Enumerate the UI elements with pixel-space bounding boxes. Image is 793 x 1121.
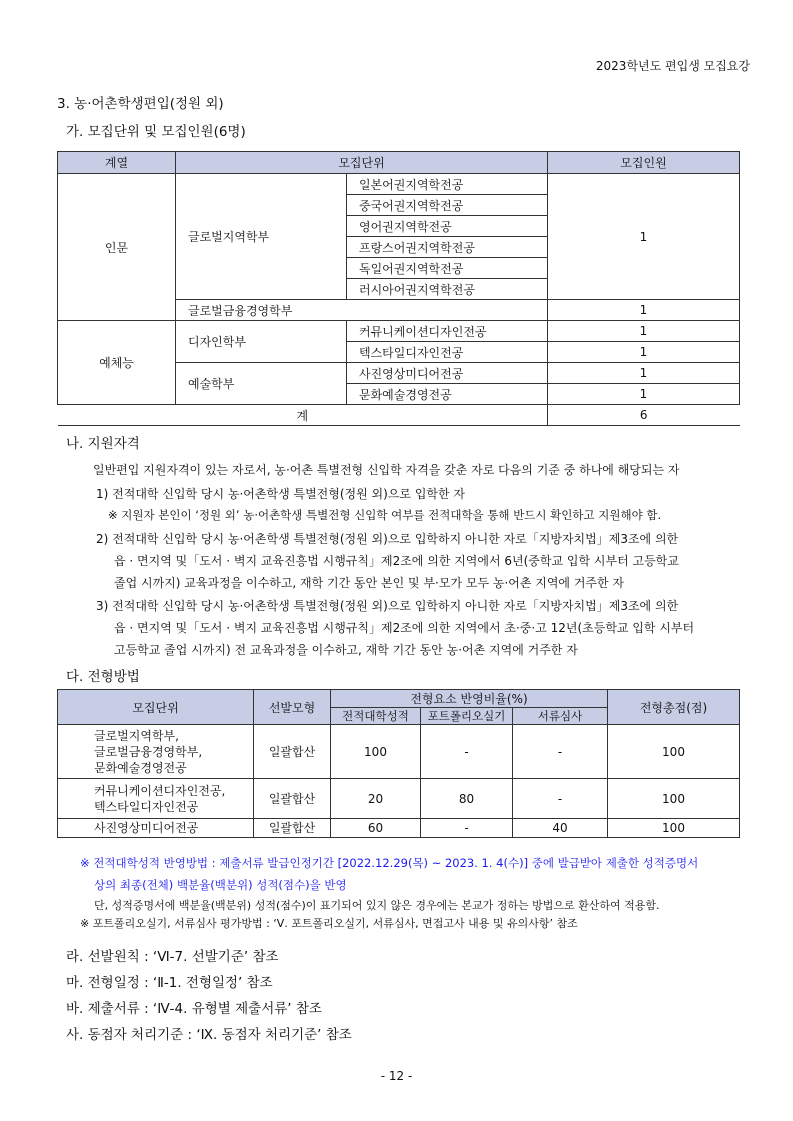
count-cell: 1 [548, 321, 740, 342]
table-row [58, 779, 740, 819]
subsection-a: 가. 모집단위 및 모집인원(6명) [66, 124, 246, 140]
count-cell: 1 [548, 174, 740, 300]
col-header: 전형총점(점) [608, 690, 740, 725]
qual-item: 1) 전적대학 신입학 당시 농·어촌학생 특별전형(정원 외)으로 입학한 자 [96, 487, 465, 501]
major-cell: 커뮤니케이션디자인전공 [347, 321, 548, 342]
total-cell: 100 [608, 725, 740, 779]
qual-item-cont: 졸업 시까지) 교육과정을 이수하고, 재학 기간 동안 본인 및 부·모가 모두 농·어촌 지역에 거주한 자 [114, 576, 625, 590]
total-count: 6 [548, 405, 740, 426]
table-row [58, 725, 740, 779]
grade-cell: 60 [331, 819, 421, 838]
major-cell: 중국어권지역학전공 [347, 195, 548, 216]
count-cell: 1 [548, 384, 740, 405]
ref-selection-principle: 라. 선발원칙 : ‘Ⅵ-7. 선발기준’ 참조 [66, 949, 279, 965]
dept-cell: 글로벌지역학부 [176, 174, 347, 300]
major-cell: 문화예술경영전공 [347, 384, 548, 405]
ref-documents: 바. 제출서류 : ‘Ⅳ-4. 유형별 제출서류’ 참조 [66, 1001, 322, 1017]
col-header: 계열 [58, 152, 176, 174]
major-cell: 프랑스어권지역학전공 [347, 237, 548, 258]
note-portfolio: ※ 포트폴리오실기, 서류심사 평가방법 : ‘Ⅴ. 포트폴리오실기, 서류심사, 면접고사 내용 및 유의사항’ 참조 [80, 917, 578, 930]
qual-intro: 일반편입 지원자격이 있는 자로서, 농·어촌 특별전형 신입학 자격을 갖춘 자로 다음의 기준 중 하나에 해당되는 자 [93, 463, 680, 477]
document-cell: - [513, 725, 608, 779]
portfolio-cell: - [421, 819, 513, 838]
count-cell: 1 [548, 300, 740, 321]
document-cell: 40 [513, 819, 608, 838]
model-cell: 일괄합산 [254, 725, 331, 779]
major-cell: 텍스타일디자인전공 [347, 342, 548, 363]
subsection-c: 다. 전형방법 [66, 669, 140, 685]
col-header: 모집단위 [176, 152, 548, 174]
unit-line: 글로벌금융경영학부, [94, 744, 203, 759]
major-cell: 일본어권지역학전공 [347, 174, 548, 195]
grade-cell: 20 [331, 779, 421, 819]
col-subheader: 전적대학성적 [331, 708, 421, 725]
portfolio-cell: 80 [421, 779, 513, 819]
model-cell: 일괄합산 [254, 819, 331, 838]
unit-line: 텍스타일디자인전공 [94, 799, 199, 814]
document-cell: - [513, 779, 608, 819]
ref-schedule: 마. 전형일정 : ‘Ⅱ-1. 전형일정’ 참조 [66, 975, 273, 991]
major-cell: 러시아어권지역학전공 [347, 279, 548, 300]
count-cell: 1 [548, 363, 740, 384]
grade-cell: 100 [331, 725, 421, 779]
qual-item: 3) 전적대학 신입학 당시 농·어촌학생 특별전형(정원 외)으로 입학하지 아니한 자로「지방자치법」제3조에 의한 [96, 599, 679, 613]
col-header: 모집단위 [58, 690, 254, 725]
note-grade-method: ※ 전적대학성적 반영방법 : 제출서류 발급인정기간 [2022.12.29(목) ~ 2023. 1. 4(수)] 중에 발급받아 제출한 성적증명서 [80, 856, 699, 870]
dept-cell: 글로벌금융경영학부 [176, 300, 548, 321]
page-number: - 12 - [380, 1069, 413, 1083]
col-header: 선발모형 [254, 690, 331, 725]
unit-line: 글로벌지역학부, [94, 728, 179, 743]
unit-line: 커뮤니케이션디자인전공, [94, 783, 226, 798]
col-header: 전형요소 반영비율(%) [331, 690, 608, 708]
unit-line: 문화예술경영전공 [94, 760, 187, 775]
dept-cell: 예술학부 [176, 363, 347, 405]
dept-cell: 디자인학부 [176, 321, 347, 363]
model-cell: 일괄합산 [254, 779, 331, 819]
table-row [58, 819, 740, 838]
col-subheader: 포트폴리오실기 [421, 708, 513, 725]
running-header: 2023학년도 편입생 모집요강 [595, 59, 750, 73]
total-label: 계 [58, 405, 548, 426]
ref-tie-break: 사. 동점자 처리기준 : ‘Ⅸ. 동점자 처리기준’ 참조 [66, 1027, 352, 1043]
total-cell: 100 [608, 779, 740, 819]
qual-item: 2) 전적대학 신입학 당시 농·어촌학생 특별전형(정원 외)으로 입학하지 아니한 자로「지방자치법」제3조에 의한 [96, 532, 679, 546]
col-subheader: 서류심사 [513, 708, 608, 725]
qual-item-cont: 고등학교 졸업 시까지) 전 교육과정을 이수하고, 재학 기간 동안 농·어촌 지역에 거주한 자 [114, 643, 578, 657]
major-cell: 사진영상미디어전공 [347, 363, 548, 384]
qual-note: ※ 지원자 본인이 ‘정원 외’ 농·어촌학생 특별전형 신입학 여부를 전적대학을 통해 반드시 확인하고 지원해야 함. [108, 508, 662, 522]
count-cell: 1 [548, 342, 740, 363]
portfolio-cell: - [421, 725, 513, 779]
major-cell: 영어권지역학전공 [347, 216, 548, 237]
selection-method-table [57, 689, 740, 838]
major-cell: 독일어권지역학전공 [347, 258, 548, 279]
unit-line: 사진영상미디어전공 [94, 821, 199, 835]
field-cell: 인문 [58, 174, 176, 321]
qual-item-cont: 읍 · 면지역 및「도서 · 벽지 교육진흥법 시행규칙」제2조에 의한 지역에서 초·중·고 12년(초등학교 입학 시부터 [114, 621, 695, 635]
field-cell: 예체능 [58, 321, 176, 405]
note-grade-method-cont: 상의 최종(전체) 백분율(백분위) 성적(점수)을 반영 [94, 878, 347, 892]
quota-table [57, 151, 740, 426]
total-cell: 100 [608, 819, 740, 838]
qual-item-cont: 읍 · 면지역 및「도서 · 벽지 교육진흥법 시행규칙」제2조에 의한 지역에서 6년(중학교 입학 시부터 고등학교 [114, 554, 679, 568]
col-header: 모집인원 [548, 152, 740, 174]
subsection-b: 나. 지원자격 [66, 436, 140, 452]
section-title: 3. 농·어촌학생편입(정원 외) [57, 96, 224, 112]
note-conversion: 단, 성적증명서에 백분율(백분위) 성적(점수)이 표기되어 있지 않은 경우에는 본교가 정하는 방법으로 환산하여 적용함. [94, 899, 660, 912]
